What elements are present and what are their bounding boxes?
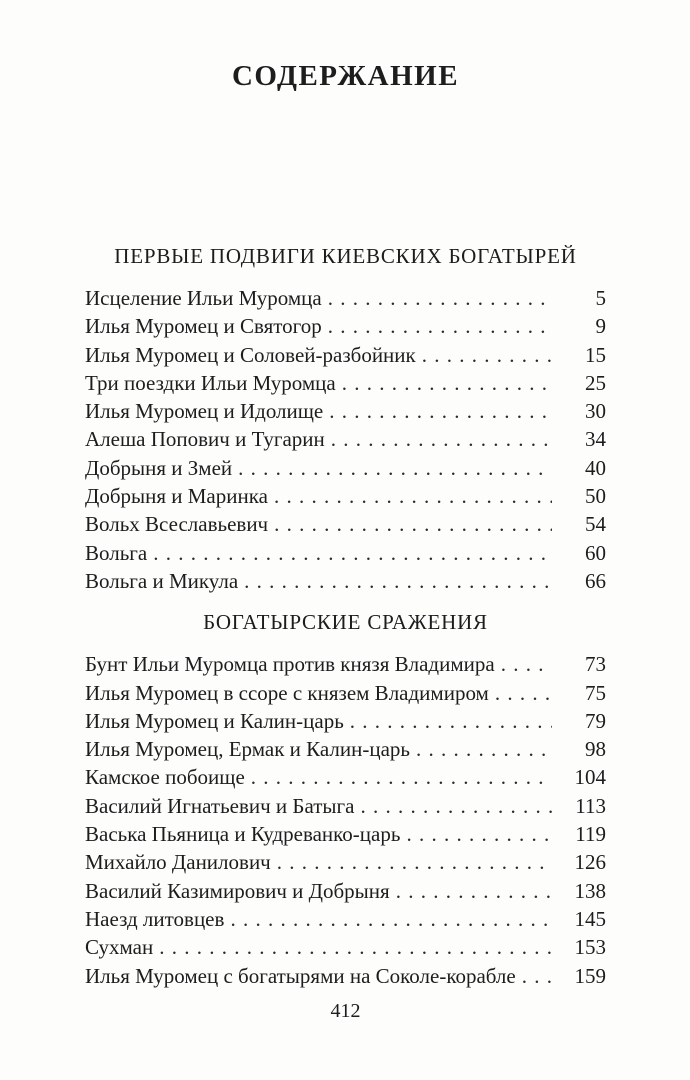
section-heading: БОГАТЫРСКИЕ СРАЖЕНИЯ — [203, 610, 488, 635]
toc-entry-title: Илья Муромец и Идолище — [85, 399, 324, 424]
toc-entry — [85, 510, 606, 538]
dot-leader — [396, 877, 552, 905]
toc-entry-title: Васька Пьяница и Кудреванко-царь — [85, 822, 401, 847]
toc-entry-page: 138 — [574, 878, 606, 903]
toc-entry-page: 40 — [585, 455, 606, 480]
dot-leader — [342, 369, 552, 397]
toc-entry — [85, 454, 606, 482]
toc-entry — [85, 792, 606, 820]
toc-entry-title: Василий Игнатьевич и Батыга — [85, 793, 355, 818]
dot-leader — [238, 454, 552, 482]
section-heading: ПЕРВЫЕ ПОДВИГИ КИЕВСКИХ БОГАТЫРЕЙ — [114, 244, 577, 268]
dot-leader — [244, 567, 552, 595]
toc-entry-title: Илья Муромец в ссоре с князем Владимиром — [85, 680, 489, 705]
dot-leader — [522, 962, 552, 990]
toc-entry — [85, 763, 606, 791]
toc-entry-page: 153 — [574, 935, 606, 960]
toc-entry — [85, 567, 606, 595]
toc-entry-title: Три поездки Ильи Муромца — [85, 370, 336, 395]
toc-sections — [85, 243, 606, 990]
dot-leader — [153, 539, 552, 567]
toc-entry-page: 104 — [574, 765, 606, 790]
toc-entry-title: Бунт Ильи Муромца против князя Владимира — [85, 652, 495, 677]
toc-entry-page: 79 — [585, 708, 606, 733]
toc-entry — [85, 848, 606, 876]
toc-entry-title: Илья Муромец и Соловей-разбойник — [85, 342, 416, 367]
toc-entry-page: 145 — [574, 906, 606, 931]
page-title: СОДЕРЖАНИЕ — [231, 60, 460, 92]
toc-entry-page: 50 — [585, 484, 606, 509]
toc-entry — [85, 284, 606, 312]
dot-leader — [360, 792, 552, 820]
dot-leader — [328, 284, 552, 312]
toc-entry — [85, 877, 606, 905]
toc-entry-title: Вольга — [85, 540, 148, 565]
toc-entry — [85, 482, 606, 510]
toc-entry-title: Илья Муромец и Калин-царь — [85, 708, 344, 733]
toc-entry — [85, 650, 606, 678]
toc-entry — [85, 397, 606, 425]
toc-entry — [85, 933, 606, 961]
toc-entry — [85, 735, 606, 763]
toc-entry-title: Алеша Попович и Тугарин — [85, 427, 325, 452]
dot-leader — [406, 820, 552, 848]
toc-section — [85, 243, 606, 595]
toc-entry — [85, 425, 606, 453]
toc-entry-page: 98 — [585, 737, 606, 762]
toc-entry — [85, 539, 606, 567]
dot-leader — [329, 397, 552, 425]
toc-entry-title: Илья Муромец и Святогор — [85, 314, 322, 339]
toc-entry — [85, 820, 606, 848]
toc-entry-title: Сухман — [85, 935, 154, 960]
toc-entry-title: Наезд литовцев — [85, 906, 225, 931]
dot-leader — [416, 735, 552, 763]
toc-entry-title: Илья Муромец с богатырями на Соколе-корабле — [85, 963, 516, 988]
toc-entry — [85, 905, 606, 933]
toc-entry-page: 113 — [575, 793, 606, 818]
toc-entry-page: 159 — [574, 963, 606, 988]
toc-entry-page: 9 — [595, 314, 606, 339]
folio-page-number: 412 — [330, 999, 361, 1022]
toc-entry-page: 5 — [595, 286, 606, 310]
dot-leader — [328, 312, 552, 340]
toc-entry-title: Камское побоище — [85, 765, 245, 790]
toc-entry-page: 15 — [585, 342, 606, 367]
dot-leader — [277, 848, 552, 876]
toc-entry — [85, 341, 606, 369]
dot-leader — [230, 905, 552, 933]
dot-leader — [495, 679, 552, 707]
toc-entry — [85, 679, 606, 707]
toc-entry-page: 66 — [585, 568, 606, 593]
toc-entry-page: 25 — [585, 370, 606, 395]
toc-entry-title: Вольх Всеславьевич — [85, 512, 269, 537]
toc-entry-page: 60 — [585, 540, 606, 565]
toc-entry-title: Добрыня и Маринка — [85, 484, 268, 509]
toc-section — [85, 609, 606, 990]
dot-leader — [331, 425, 552, 453]
toc-entry-title: Вольга и Микула — [85, 568, 239, 593]
dot-leader — [274, 510, 552, 538]
toc-entry — [85, 369, 606, 397]
dot-leader — [159, 933, 552, 961]
toc-entry-title: Исцеление Ильи Муромца — [85, 286, 322, 310]
dot-leader — [350, 707, 552, 735]
dot-leader — [274, 482, 552, 510]
toc-entry-page: 126 — [574, 850, 606, 875]
toc-entry-title: Добрыня и Змей — [85, 455, 233, 480]
toc-entry-title: Михайло Данилович — [85, 850, 271, 875]
dot-leader — [501, 650, 552, 678]
toc-entry — [85, 962, 606, 990]
toc-entry — [85, 707, 606, 735]
toc-entry-page: 75 — [585, 680, 606, 705]
toc-entry-page: 30 — [585, 399, 606, 424]
toc-entry-title: Василий Казимирович и Добрыня — [85, 878, 390, 903]
toc-entry — [85, 312, 606, 340]
toc-entry-page: 73 — [585, 652, 606, 677]
toc-entry-title: Илья Муромец, Ермак и Калин-царь — [85, 737, 410, 762]
toc-entry-page: 34 — [585, 427, 606, 452]
toc-entry-page: 54 — [585, 512, 606, 537]
dot-leader — [251, 763, 552, 791]
dot-leader — [422, 341, 552, 369]
toc-entry-page: 119 — [575, 822, 606, 847]
